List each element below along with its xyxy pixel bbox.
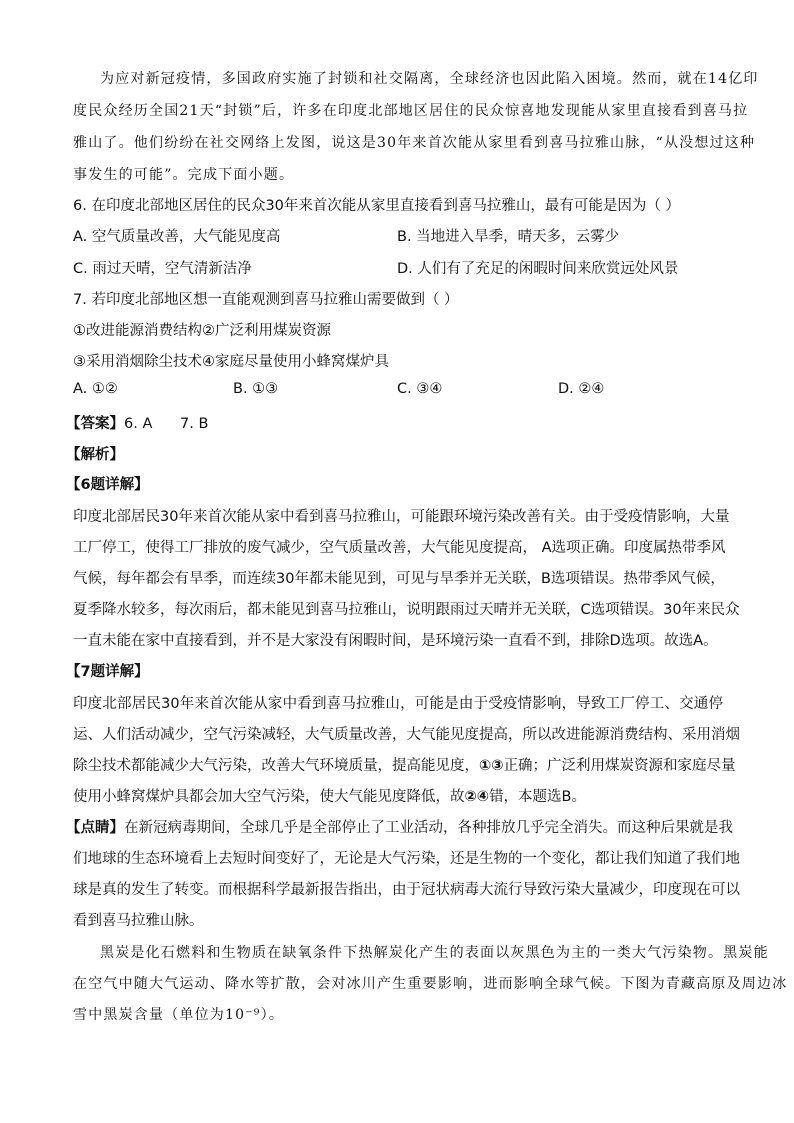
option-7b: B. ①③	[233, 381, 279, 397]
question-6-stem: 6. 在印度北部地区居住的民众30年来首次能从家里直接看到喜马拉雅山，最有可能是因为（ ）	[73, 198, 680, 214]
answer-label: 【答案】	[66, 416, 124, 432]
detail-7-text: 除尘技术都能减少大气污染，改善大气环境质量，提高能见度，	[73, 758, 479, 774]
passage-line: 度民众经历全国21天“封锁”后，许多在印度北部地区居住的民众惊喜地发现能从家里直接看到喜马拉	[73, 103, 749, 119]
commentary-line: 看到喜马拉雅山脉。	[73, 913, 204, 929]
detail-7-line	[73, 754, 736, 775]
passage-line: 雅山了。他们纷纷在社交网络上发图，说这是30年来首次能从家里看到喜马拉雅山脉，“从没想过这种	[73, 135, 756, 151]
passage-line: 黑炭是化石燃料和生物质在缺氧条件下热解炭化产生的表面以灰黑色为主的一类大气污染物。黑炭能	[100, 945, 769, 961]
option-6a: A. 空气质量改善，大气能见度高	[73, 229, 281, 245]
commentary-line	[66, 816, 733, 837]
answer-text: 6. A 7. B	[124, 416, 209, 432]
commentary-line: 球是真的发生了转变。而根据科学最新报告指出，由于冠状病毒大流行导致污染大量减少，印度现在可以	[73, 882, 740, 898]
detail-7-line	[73, 785, 723, 806]
option-7c: C. ③④	[397, 381, 443, 397]
detail-6-line: 气候，每年都会有旱季，而连续30年都未能见到，可见与旱季并无关联，B选项错误。热带季风气候，	[73, 571, 725, 587]
detail-7-text: 使用小蜂窝煤炉具都会加大空气污染，使大气能见度降低，故	[73, 789, 465, 805]
option-6c: C. 雨过天晴，空气清新洁净	[73, 261, 252, 277]
passage-line: 事发生的可能”。完成下面小题。	[73, 167, 295, 183]
question-7-stem: 7. 若印度北部地区想一直能观测到喜马拉雅山需要做到（ ）	[73, 292, 459, 308]
detail-7-label: 【7题详解】	[66, 664, 149, 680]
question-7-items-line: ①改进能源消费结构②广泛利用煤炭资源	[73, 323, 331, 339]
option-7a: A. ①②	[73, 381, 118, 397]
commentary-line: 们地球的生态环境看上去短时间变好了，无论是大气污染，还是生物的一个变化，都让我们知道了我们地	[73, 851, 740, 867]
option-7d: D. ②④	[558, 381, 605, 397]
detail-7-text: 正确；广泛利用煤炭资源和家庭尽量	[503, 758, 736, 774]
passage-line: 雪中黑炭含量（单位为10⁻⁹）。	[73, 1007, 285, 1023]
detail-7-text: 错，本题选B。	[489, 789, 587, 805]
answer-line	[66, 412, 208, 433]
detail-6-line: 夏季降水较多，每次雨后，都未能见到喜马拉雅山，说明跟雨过天晴并无关联，C选项错误。30年来民众	[73, 602, 740, 618]
detail-6-line: 工厂停工，使得工厂排放的废气减少，空气质量改善，大气能见度提高， A选项正确。印度属热带季风	[73, 540, 726, 556]
detail-7-line: 印度北部居民30年来首次能从家中看到喜马拉雅山，可能是由于受疫情影响，导致工厂停工、交通停	[73, 696, 723, 712]
commentary-text: 在新冠病毒期间，全球几乎是全部停止了工业活动，各种排放几乎完全消失。而这种后果就是我	[124, 820, 733, 836]
detail-6-line: 印度北部居民30年来首次能从家中看到喜马拉雅山，可能跟环境污染改善有关。由于受疫情影响，大量	[73, 509, 730, 525]
question-7-items-line: ③采用消烟除尘技术④家庭尽量使用小蜂窝煤炉具	[73, 354, 389, 370]
detail-6-line: 一直未能在家中直接看到，并不是大家没有闲暇时间，是环境污染一直看不到，排除D选项。故选A。	[73, 633, 718, 649]
option-6d: D. 人们有了充足的闲暇时间来欣赏远处风景	[397, 261, 679, 277]
detail-7-line: 运、人们活动减少，空气污染减轻，大气质量改善，大气能见度提高，所以改进能源消费结构、采用消烟	[73, 727, 740, 743]
analysis-label: 【解析】	[66, 447, 124, 463]
passage-line: 为应对新冠疫情，多国政府实施了封锁和社交隔离，全球经济也因此陷入困境。然而，就在14亿印	[100, 71, 759, 87]
passage-line: 在空气中随大气运动、降水等扩散，会对冰川产生重要影响，进而影响全球气候。下图为青藏高原及周边冰	[73, 976, 788, 992]
commentary-label: 【点睛】	[66, 820, 124, 836]
circled-numbers-1-3: ①③	[479, 758, 504, 774]
circled-numbers-2-4: ②④	[464, 789, 490, 805]
detail-6-label: 【6题详解】	[66, 477, 149, 493]
option-6b: B. 当地进入旱季，晴天多，云雾少	[397, 229, 620, 245]
